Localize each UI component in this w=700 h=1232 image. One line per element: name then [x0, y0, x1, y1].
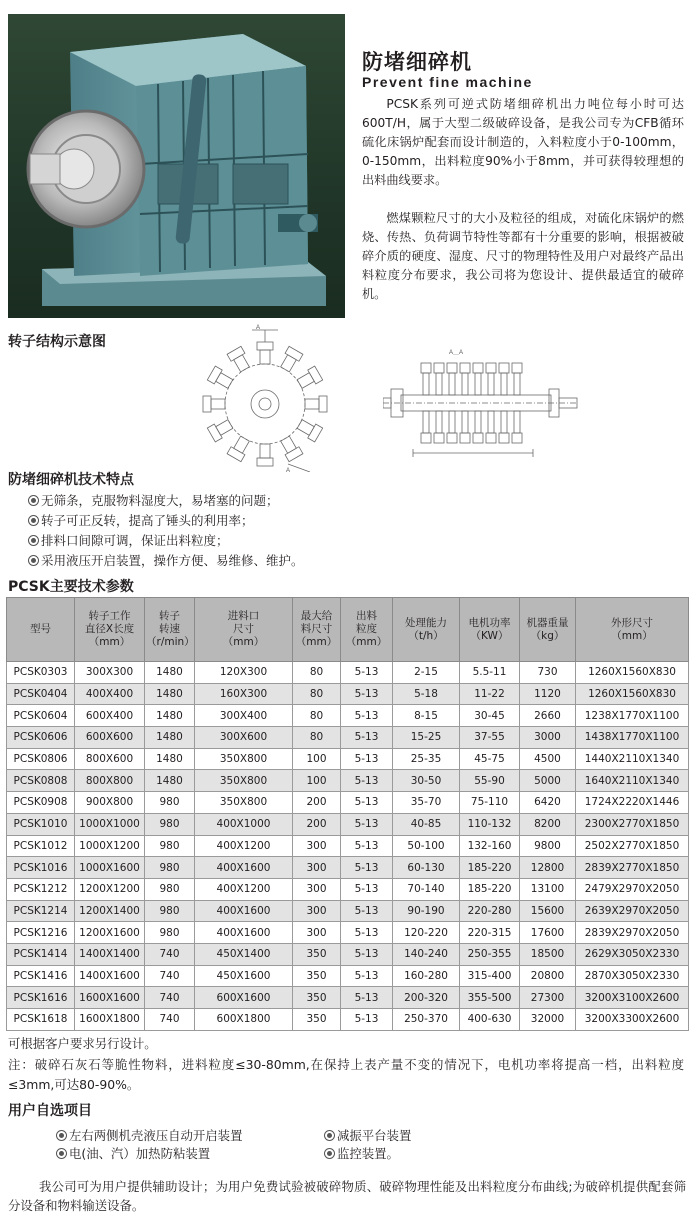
table-cell: 400-630	[460, 1009, 520, 1031]
params-heading: PCSK主要技术参数	[8, 579, 134, 595]
table-cell: 300	[293, 900, 341, 922]
rotor-diagram-heading: 转子结构示意图	[8, 334, 106, 350]
table-cell: 200	[293, 792, 341, 814]
table-cell: 2660	[520, 705, 576, 727]
table-cell: 132-160	[460, 835, 520, 857]
table-cell: 120X300	[195, 662, 293, 684]
table-cell: 450X1600	[195, 965, 293, 987]
note-limestone: 注：破碎石灰石等脆性物料，进料粒度≤30-80mm,在保持上表产量不变的情况下，电机功率将提高一档，出料粒度≤3mm,可达80-90%。	[8, 1057, 684, 1092]
product-photo	[8, 14, 345, 318]
table-cell: 1480	[145, 748, 195, 770]
table-cell: 2479X2970X2050	[576, 878, 689, 900]
model-cell: PCSK0808	[7, 770, 75, 792]
table-cell: 1480	[145, 662, 195, 684]
table-cell: 355-500	[460, 987, 520, 1009]
table-row	[7, 705, 689, 727]
table-cell: 20800	[520, 965, 576, 987]
table-cell: 400X1200	[195, 835, 293, 857]
bullet-icon	[324, 1130, 335, 1141]
table-row	[7, 683, 689, 705]
rotor-front-view-diagram	[200, 322, 340, 472]
model-cell: PCSK0606	[7, 727, 75, 749]
table-cell: 5-13	[341, 943, 393, 965]
bullet-icon	[28, 555, 39, 566]
table-cell: 3200X3300X2600	[576, 1009, 689, 1031]
table-cell: 90-190	[393, 900, 460, 922]
model-cell: PCSK1618	[7, 1009, 75, 1031]
footer-service-text: 我公司可为用户提供辅助设计；为用户免费试验被破碎物质、破碎物理性能及出料粒度分布曲线;为破碎机提供配套筛分设备和物料输送设备。	[8, 1179, 686, 1213]
table-cell: 5-13	[341, 705, 393, 727]
table-cell: 50-100	[393, 835, 460, 857]
table-cell: 1600X1600	[75, 987, 145, 1009]
options-heading: 用户自选项目	[8, 1103, 92, 1119]
model-cell: PCSK1216	[7, 922, 75, 944]
intro-paragraph-2: 燃煤颗粒尺寸的大小及粒径的组成，对硫化床锅炉的燃烧、传热、负荷调节特性等都有十分重要的影响，根据被破碎介质的硬度、湿度、尺寸的物理特性及用户对最终产品出料粒度分布要求，我公司将为您设计、提供最适宜的破碎机。	[362, 211, 684, 301]
table-cell: 5-13	[341, 770, 393, 792]
table-cell: 80	[293, 662, 341, 684]
table-cell: 2629X3050X2330	[576, 943, 689, 965]
table-cell: 740	[145, 987, 195, 1009]
table-row	[7, 835, 689, 857]
table-cell: 5-13	[341, 987, 393, 1009]
model-cell: PCSK1010	[7, 813, 75, 835]
table-cell: 740	[145, 965, 195, 987]
features-heading: 防堵细碎机技术特点	[8, 472, 134, 488]
table-cell: 250-370	[393, 1009, 460, 1031]
table-row	[7, 900, 689, 922]
table-cell: 300X400	[195, 705, 293, 727]
table-cell: 1480	[145, 683, 195, 705]
table-cell: 400X1000	[195, 813, 293, 835]
table-cell: 1000X1200	[75, 835, 145, 857]
table-cell: 3000	[520, 727, 576, 749]
column-header: 处理能力 （t/h）	[393, 598, 460, 662]
table-cell: 5-13	[341, 792, 393, 814]
table-cell: 18500	[520, 943, 576, 965]
model-cell: PCSK1416	[7, 965, 75, 987]
column-header: 转子工作 直径X长度 （mm）	[75, 598, 145, 662]
table-row	[7, 770, 689, 792]
table-header-row	[7, 598, 689, 662]
table-cell: 5-13	[341, 748, 393, 770]
table-cell: 25-35	[393, 748, 460, 770]
table-cell: 6420	[520, 792, 576, 814]
table-cell: 1000X1600	[75, 857, 145, 879]
table-cell: 300	[293, 857, 341, 879]
table-cell: 220-280	[460, 900, 520, 922]
table-cell: 13100	[520, 878, 576, 900]
table-row	[7, 662, 689, 684]
table-cell: 30-50	[393, 770, 460, 792]
feature-item: 转子可正反转，提高了锤头的利用率；	[28, 511, 304, 531]
model-cell: PCSK1616	[7, 987, 75, 1009]
table-cell: 55-90	[460, 770, 520, 792]
table-cell: 400X1600	[195, 857, 293, 879]
table-cell: 5-13	[341, 683, 393, 705]
table-cell: 5-13	[341, 727, 393, 749]
column-header: 外形尺寸 （mm）	[576, 598, 689, 662]
section-mark-a-bottom: A	[286, 468, 291, 472]
table-cell: 5-13	[341, 878, 393, 900]
table-row	[7, 922, 689, 944]
table-row	[7, 727, 689, 749]
feature-item: 采用液压开启装置，操作方便、易维修、维护。	[28, 551, 304, 571]
table-cell: 1400X1400	[75, 943, 145, 965]
table-cell: 15-25	[393, 727, 460, 749]
table-row	[7, 943, 689, 965]
table-row	[7, 965, 689, 987]
column-header: 转子 转速 （r/min）	[145, 598, 195, 662]
table-cell: 17600	[520, 922, 576, 944]
table-cell: 980	[145, 792, 195, 814]
table-cell: 185-220	[460, 857, 520, 879]
crusher-machine-illustration	[8, 14, 345, 318]
column-header: 型号	[7, 598, 75, 662]
table-cell: 100	[293, 748, 341, 770]
table-cell: 1480	[145, 705, 195, 727]
table-cell: 2-15	[393, 662, 460, 684]
table-cell: 400X1600	[195, 922, 293, 944]
table-cell: 350	[293, 965, 341, 987]
table-cell: 450X1400	[195, 943, 293, 965]
table-cell: 600X1600	[195, 987, 293, 1009]
table-cell: 740	[145, 1009, 195, 1031]
table-cell: 80	[293, 683, 341, 705]
bullet-icon	[28, 495, 39, 506]
table-cell: 8-15	[393, 705, 460, 727]
feature-item: 无筛条，克服物料湿度大，易堵塞的问题；	[28, 491, 304, 511]
table-cell: 1200X1600	[75, 922, 145, 944]
table-cell: 1400X1600	[75, 965, 145, 987]
table-cell: 80	[293, 705, 341, 727]
column-header: 机器重量 （kg）	[520, 598, 576, 662]
table-cell: 5-13	[341, 965, 393, 987]
table-cell: 2639X2970X2050	[576, 900, 689, 922]
table-cell: 300	[293, 835, 341, 857]
table-cell: 980	[145, 835, 195, 857]
table-cell: 160X300	[195, 683, 293, 705]
table-cell: 30-45	[460, 705, 520, 727]
table-cell: 5-13	[341, 857, 393, 879]
model-cell: PCSK0604	[7, 705, 75, 727]
table-cell: 350X800	[195, 748, 293, 770]
table-cell: 300	[293, 878, 341, 900]
table-row	[7, 748, 689, 770]
bullet-icon	[28, 535, 39, 546]
table-cell: 800X600	[75, 748, 145, 770]
table-cell: 300X600	[195, 727, 293, 749]
option-item: 电(油、汽）加热防粘装置	[56, 1144, 210, 1164]
page-title: 防堵细碎机	[362, 50, 472, 74]
table-cell: 5-18	[393, 683, 460, 705]
table-cell: 110-132	[460, 813, 520, 835]
model-cell: PCSK0806	[7, 748, 75, 770]
model-cell: PCSK0404	[7, 683, 75, 705]
table-cell: 220-315	[460, 922, 520, 944]
table-cell: 1260X1560X830	[576, 683, 689, 705]
table-cell: 5.5-11	[460, 662, 520, 684]
table-cell: 600X400	[75, 705, 145, 727]
table-cell: 400X400	[75, 683, 145, 705]
rotor-section-view-diagram	[383, 345, 578, 460]
table-cell: 730	[520, 662, 576, 684]
table-cell: 5-13	[341, 662, 393, 684]
table-cell: 1724X2220X1446	[576, 792, 689, 814]
table-cell: 2300X2770X1850	[576, 813, 689, 835]
table-cell: 1120	[520, 683, 576, 705]
feature-item: 排料口间隙可调，保证出料粒度；	[28, 531, 304, 551]
table-row	[7, 878, 689, 900]
table-cell: 350	[293, 987, 341, 1009]
table-cell: 160-280	[393, 965, 460, 987]
table-cell: 5-13	[341, 922, 393, 944]
table-cell: 120-220	[393, 922, 460, 944]
table-cell: 140-240	[393, 943, 460, 965]
table-cell: 80	[293, 727, 341, 749]
table-cell: 40-85	[393, 813, 460, 835]
model-cell: PCSK1214	[7, 900, 75, 922]
table-cell: 1000X1000	[75, 813, 145, 835]
table-cell: 8200	[520, 813, 576, 835]
table-cell: 1238X1770X1100	[576, 705, 689, 727]
table-cell: 5-13	[341, 813, 393, 835]
table-cell: 1640X2110X1340	[576, 770, 689, 792]
model-cell: PCSK1212	[7, 878, 75, 900]
table-cell: 2502X2770X1850	[576, 835, 689, 857]
model-cell: PCSK1012	[7, 835, 75, 857]
table-cell: 350X800	[195, 770, 293, 792]
table-cell: 300	[293, 922, 341, 944]
features-list	[28, 491, 304, 571]
table-cell: 800X800	[75, 770, 145, 792]
table-cell: 350	[293, 943, 341, 965]
column-header: 进料口 尺寸 （mm）	[195, 598, 293, 662]
table-row	[7, 987, 689, 1009]
model-cell: PCSK1414	[7, 943, 75, 965]
table-cell: 2839X2970X2050	[576, 922, 689, 944]
technical-parameters-table	[6, 597, 689, 1031]
table-cell: 11-22	[460, 683, 520, 705]
option-item: 左右两侧机壳液压自动开启装置	[56, 1126, 242, 1146]
table-row	[7, 792, 689, 814]
table-cell: 980	[145, 900, 195, 922]
table-cell: 9800	[520, 835, 576, 857]
table-cell: 980	[145, 922, 195, 944]
option-item: 减振平台装置	[324, 1126, 411, 1146]
table-cell: 5-13	[341, 1009, 393, 1031]
model-cell: PCSK1016	[7, 857, 75, 879]
table-cell: 980	[145, 813, 195, 835]
table-cell: 3200X3100X2600	[576, 987, 689, 1009]
bullet-icon	[56, 1148, 67, 1159]
table-cell: 2839X2770X1850	[576, 857, 689, 879]
table-cell: 980	[145, 857, 195, 879]
table-cell: 350X800	[195, 792, 293, 814]
table-body	[7, 662, 689, 1031]
note-custom-design: 可根据客户要求另行设计。	[8, 1036, 157, 1051]
table-cell: 27300	[520, 987, 576, 1009]
table-cell: 4500	[520, 748, 576, 770]
table-row	[7, 813, 689, 835]
table-cell: 2870X3050X2330	[576, 965, 689, 987]
section-mark-a-top: A	[256, 325, 261, 331]
table-cell: 1438X1770X1100	[576, 727, 689, 749]
table-cell: 1200X1400	[75, 900, 145, 922]
bullet-icon	[56, 1130, 67, 1141]
table-cell: 12800	[520, 857, 576, 879]
table-cell: 1600X1800	[75, 1009, 145, 1031]
table-cell: 1480	[145, 727, 195, 749]
table-cell: 75-110	[460, 792, 520, 814]
table-row	[7, 857, 689, 879]
table-cell: 5000	[520, 770, 576, 792]
table-cell: 900X800	[75, 792, 145, 814]
table-cell: 45-75	[460, 748, 520, 770]
column-header: 最大给 料尺寸 （mm）	[293, 598, 341, 662]
intro-paragraph-1: PCSK系列可逆式防堵细碎机出力吨位每小时可达600T/H，属于大型二级破碎设备，是我公司专为CFB循环硫化床锅炉配套而设计制造的，入料粒度小于0-100mm，0-150mm，出料粒度90%小于8mm，并可获得较理想的出料曲线要求。	[362, 97, 684, 187]
table-cell: 315-400	[460, 965, 520, 987]
column-header: 出料 粒度 （mm）	[341, 598, 393, 662]
table-cell: 35-70	[393, 792, 460, 814]
section-label-a-a: A＿A	[449, 350, 464, 356]
table-cell: 185-220	[460, 878, 520, 900]
bullet-icon	[28, 515, 39, 526]
page-subtitle-english: Prevent fine machine	[362, 74, 533, 90]
table-cell: 60-130	[393, 857, 460, 879]
table-cell: 600X1800	[195, 1009, 293, 1031]
model-cell: PCSK0303	[7, 662, 75, 684]
table-cell: 1480	[145, 770, 195, 792]
table-cell: 1260X1560X830	[576, 662, 689, 684]
table-cell: 5-13	[341, 835, 393, 857]
table-cell: 5-13	[341, 900, 393, 922]
option-item: 监控装置。	[324, 1144, 399, 1164]
table-cell: 70-140	[393, 878, 460, 900]
table-cell: 740	[145, 943, 195, 965]
table-cell: 32000	[520, 1009, 576, 1031]
table-cell: 300X300	[75, 662, 145, 684]
model-cell: PCSK0908	[7, 792, 75, 814]
table-cell: 980	[145, 878, 195, 900]
table-cell: 15600	[520, 900, 576, 922]
table-cell: 1440X2110X1340	[576, 748, 689, 770]
table-cell: 400X1600	[195, 900, 293, 922]
table-cell: 100	[293, 770, 341, 792]
table-cell: 200	[293, 813, 341, 835]
column-header: 电机功率 （KW）	[460, 598, 520, 662]
table-cell: 37-55	[460, 727, 520, 749]
table-cell: 400X1200	[195, 878, 293, 900]
table-row	[7, 1009, 689, 1031]
table-cell: 350	[293, 1009, 341, 1031]
table-cell: 200-320	[393, 987, 460, 1009]
table-cell: 250-355	[460, 943, 520, 965]
bullet-icon	[324, 1148, 335, 1159]
table-cell: 1200X1200	[75, 878, 145, 900]
table-cell: 600X600	[75, 727, 145, 749]
